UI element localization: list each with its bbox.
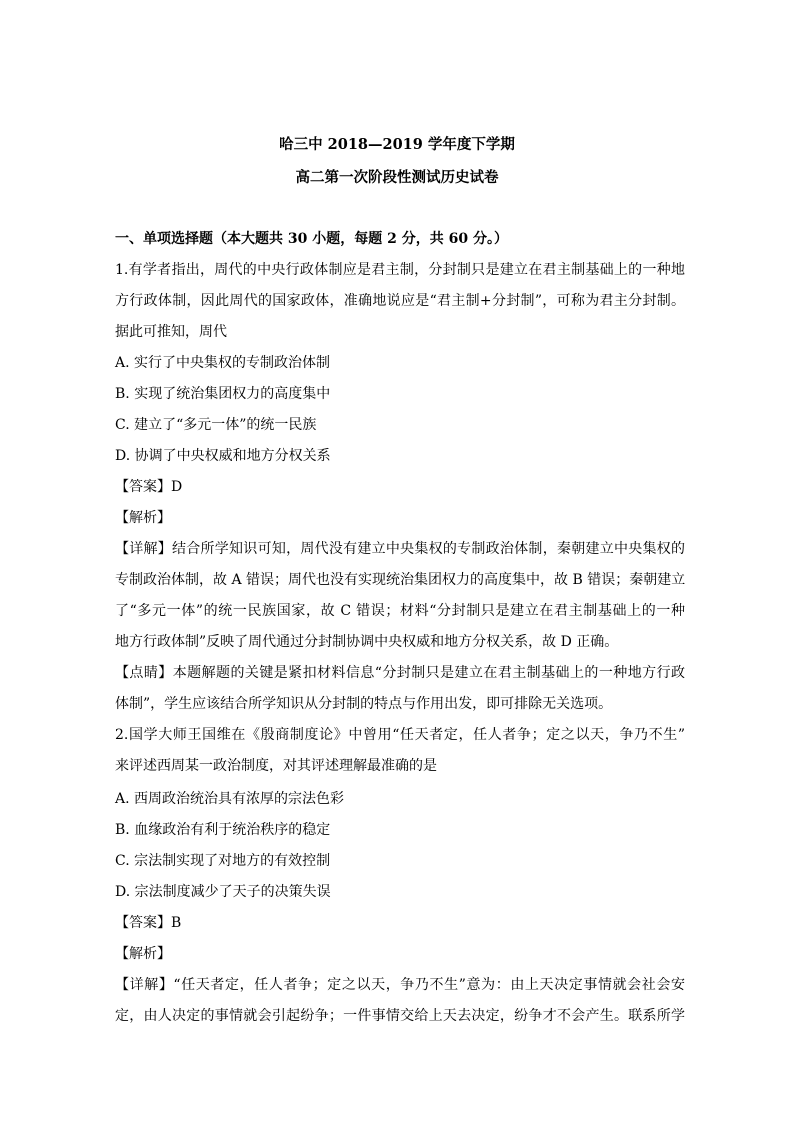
q2-detail-line-1: 【详解】“任天者定，任人者争；定之以天，争乃不生”意为：由上天决定事情就会社会安: [115, 977, 685, 993]
q2-option-a: A. 西周政治统治具有浓厚的宗法色彩: [115, 791, 345, 807]
q1-option-d: D. 协调了中央权威和地方分权关系: [115, 448, 331, 464]
q1-stem-line-3: 据此可推知，周代: [115, 324, 227, 340]
q1-option-c: C. 建立了“多元一体”的统一民族: [115, 417, 317, 433]
q2-stem-line-2: 来评述西周某一政治制度，对其评述理解最准确的是: [115, 758, 437, 774]
q1-tip-line-1: 【点睛】本题解题的关键是紧扣材料信息“分封制只是建立在君主制基础上的一种地方行政: [115, 665, 685, 681]
q1-detail-line-3: 了“多元一体”的统一民族国家，故 C 错误；材料“分封制只是建立在君主制基础上的一种: [115, 603, 685, 619]
q2-option-d: D. 宗法制度减少了天子的决策失误: [115, 884, 331, 900]
q2-detail-line-2: 定，由人决定的事情就会引起纷争；一件事情交给上天去决定，纷争才不会产生。联系所学: [115, 1008, 685, 1024]
q1-stem-line-2: 方行政体制，因此周代的国家政体，准确地说应是“君主制+分封制”，可称为君主分封制。: [115, 293, 685, 309]
q1-answer: 【答案】D: [115, 479, 183, 495]
q1-option-a: A. 实行了中央集权的专制政治体制: [115, 355, 331, 371]
q2-answer: 【答案】B: [115, 915, 182, 931]
q1-detail-line-4: 地方行政体制”反映了周代通过分封制协调中央权威和地方分权关系，故 D 正确。: [115, 634, 619, 650]
q2-stem-line-1: 2.国学大师王国维在《殷商制度论》中曾用“任天者定，任人者争；定之以天，争乃不生”: [115, 727, 685, 743]
q2-option-c: C. 宗法制实现了对地方的有效控制: [115, 853, 331, 869]
q1-detail-line-2: 专制政治体制，故 A 错误；周代也没有实现统治集团权力的高度集中，故 B 错误；秦朝建立: [115, 572, 686, 588]
exam-title-school-term: 哈三中 2018—2019 学年度下学期: [279, 136, 515, 153]
q1-detail-line-1: 【详解】结合所学知识可知，周代没有建立中央集权的专制政治体制，秦朝建立中央集权的: [115, 541, 685, 557]
q1-analysis-label: 【解析】: [115, 510, 171, 526]
q2-analysis-label: 【解析】: [115, 946, 171, 962]
exam-title-subject: 高二第一次阶段性测试历史试卷: [295, 169, 499, 186]
q2-option-b: B. 血缘政治有利于统治秩序的稳定: [115, 822, 331, 838]
q1-stem-line-1: 1.有学者指出，周代的中央行政体制应是君主制，分封制只是建立在君主制基础上的一种地: [115, 262, 685, 278]
q1-option-b: B. 实现了统治集团权力的高度集中: [115, 386, 331, 402]
section-heading: 一、单项选择题（本大题共 30 小题，每题 2 分，共 60 分。）: [115, 231, 508, 247]
q1-tip-line-2: 体制”，学生应该结合所学知识从分封制的特点与作用出发，即可排除无关选项。: [115, 696, 613, 712]
